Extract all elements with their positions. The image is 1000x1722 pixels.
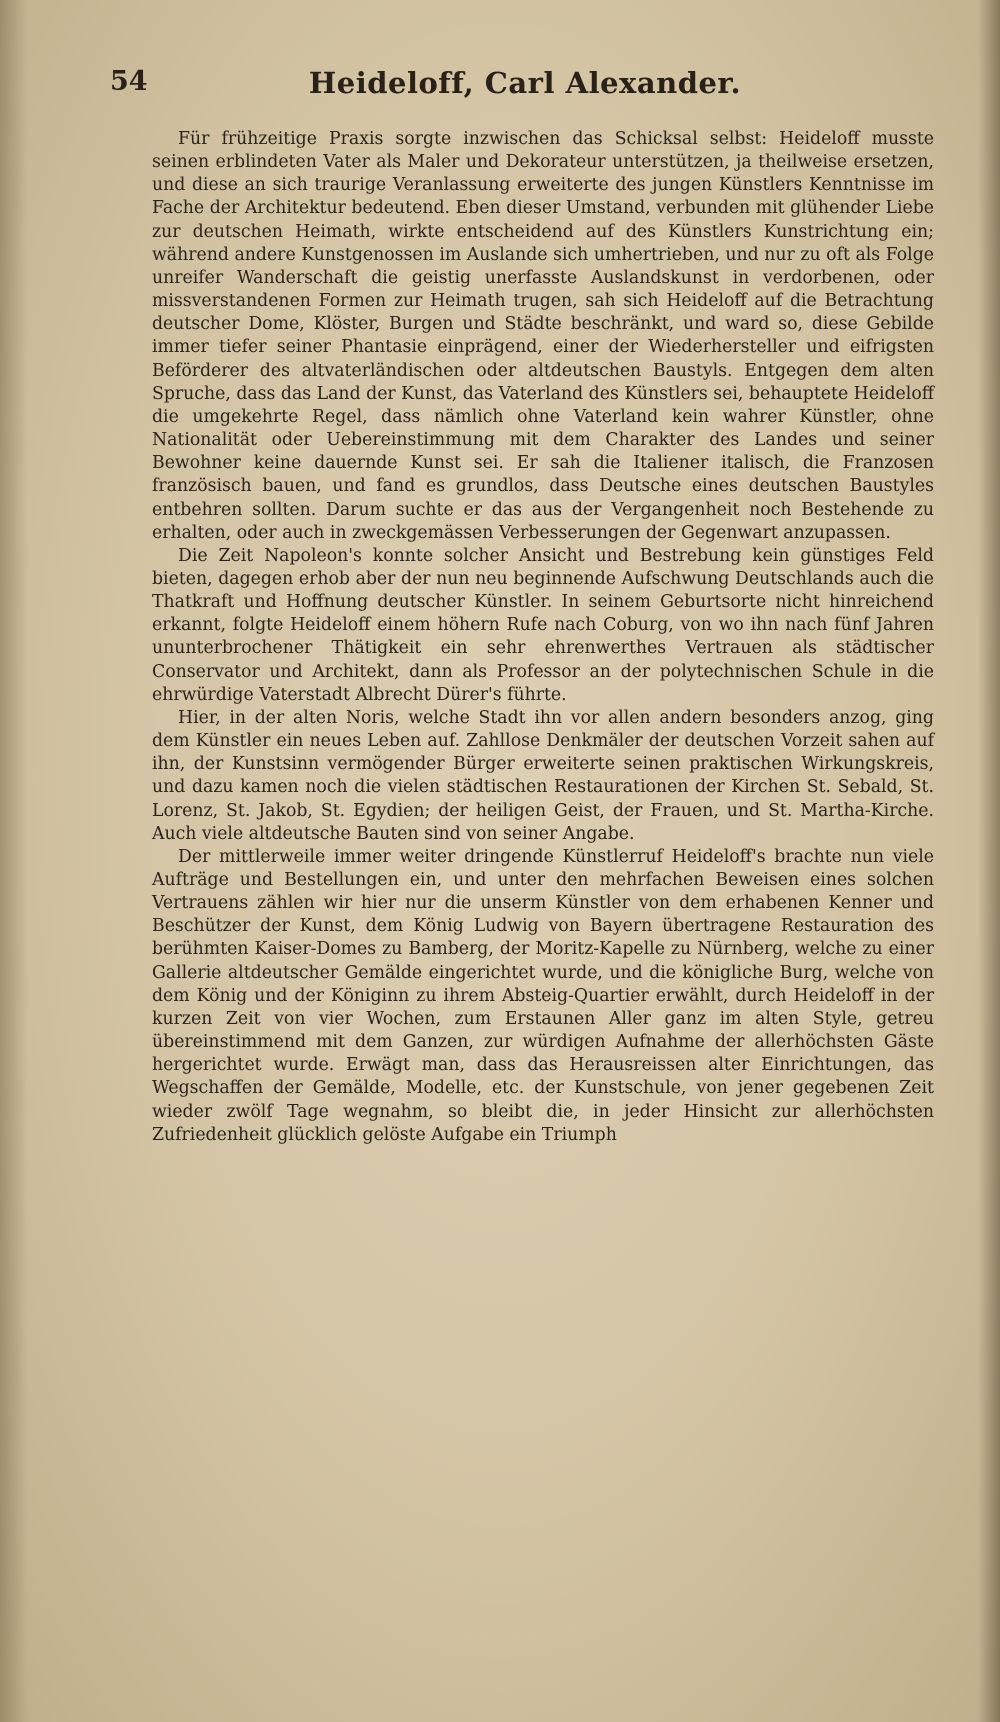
running-head: Heideloff, Carl Alexander. [308,66,742,100]
paragraph: Die Zeit Napoleon's konnte solcher Ansicht und Bestrebung kein günstiges Feld bieten, dagegen erhob aber der nun neu beginnende Aufschwung Deutschlands auch die Thatkraft und Hoffnung deutscher Künstler. In seinem Geburtsorte nicht hinreichend erkannt, folgte Heideloff einem höhern Rufe nach Coburg, von wo ihn nach fünf Jahren ununterbrochener Thätigkeit ein sehr ehrenwerthes Vertrauen als städtischer Conservator und Architekt, dann als Professor an der polytechnischen Schule in die ehrwürdige Vaterstadt Albrecht Dürer's führte. [152,545,934,705]
paragraph: Der mittlerweile immer weiter dringende Künstlerruf Heideloff's brachte nun viele Aufträge und Bestellungen ein, und unter den mehrfachen Beweisen eines solchen Vertrauens zählen wir hier nur die unserm Künstler von dem erhabenen Kenner und Beschützer der Kunst, dem König Ludwig von Bayern übertragene Restauration des berühmten Kaiser-Domes zu Bamberg, der Moritz-Kapelle zu Nürnberg, welche zu einer Gallerie altdeutscher Gemälde eingerichtet wurde, und die königliche Burg, welche von dem König und der Königinn zu ihrem Absteig-Quartier erwählt, durch Heideloff in der kurzen Zeit von vier Wochen, zum Erstaunen Aller ganz im alten Style, getreu übereinstimmend mit dem Ganzen, zur würdigen Aufnahme der allerhöchsten Gäste hergerichtet wurde. Erwägt man, dass das Herausreissen alter Einrichtungen, das Wegschaffen der Gemälde, Modelle, etc. der Kunstschule, von jener gegebenen Zeit wieder zwölf Tage wegnahm, so bleibt die, in jeder Hinsicht zur allerhöchsten Zufriedenheit glücklich gelöste Aufgabe ein Triumph [152,846,934,1145]
page-header [110,66,940,106]
page-number: 54 [110,66,148,97]
paragraph: Hier, in der alten Noris, welche Stadt ihn vor allen andern besonders anzog, ging dem Künstler ein neues Leben auf. Zahllose Denkmäler der deutschen Vorzeit sahen auf ihn, der Kunstsinn vermögender Bürger erweiterte seinen praktischen Wirkungskreis, und dazu kamen noch die vielen städtischen Restaurationen der Kirchen St. Sebald, St. Lorenz, St. Jakob, St. Egydien; der heiligen Geist, der Frauen, und St. Martha-Kirche. Auch viele altdeutsche Bauten sind von seiner Angabe. [152,707,934,844]
paragraph: Für frühzeitige Praxis sorgte inzwischen das Schicksal selbst: Heideloff musste seinen erblindeten Vater als Maler und Dekorateur unterstützen, ja theilweise ersetzen, und diese an sich traurige Veranlassung erweiterte des jungen Künstlers Kenntnisse im Fache der Architektur bedeutend. Eben dieser Umstand, verbunden mit glühender Liebe zur deutschen Heimath, wirkte entscheidend auf des Künstlers Kunstrichtung ein; während andere Kunstgenossen im Auslande sich umhertrieben, und nur zu oft als Folge unreifer Wanderschaft die geistig unerfasste Auslandskunst in verdorbenen, oder missverstandenen Formen zur Heimath trugen, sah sich Heideloff auf die Betrachtung deutscher Dome, Klöster, Burgen und Städte beschränkt, und ward so, diese Gebilde immer tiefer seiner Phantasie einprägend, einer der Wiederhersteller und eifrigsten Beförderer des altvaterländischen oder altdeutschen Baustyls. Entgegen dem alten Spruche, dass das Land der Kunst, das Vaterland des Künstlers sei, behauptete Heideloff die umgekehrte Regel, dass nämlich ohne Vaterland kein wahrer Künstler, ohne Nationalität oder Uebereinstimmung mit dem Charakter des Landes und seiner Bewohner keine dauernde Kunst sei. Er sah die Italiener italisch, die Franzosen französisch bauen, und fand es grundlos, dass Deutsche eines deutschen Baustyles entbehren sollten. Darum suchte er das aus der Vergangenheit noch Bestehende zu erhalten, oder auch in zweckgemässen Verbesserungen der Gegenwart anzupassen. [152,129,934,543]
body-text [152,128,934,1147]
